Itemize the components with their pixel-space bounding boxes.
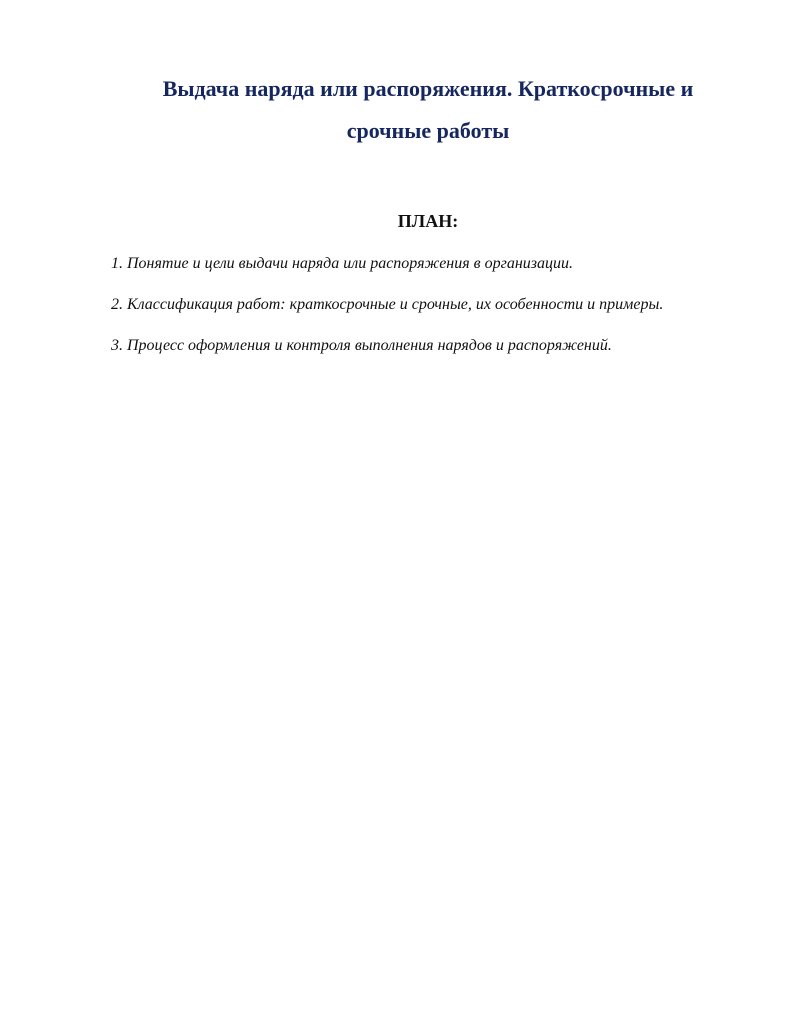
plan-item-1: 1. Понятие и цели выдачи наряда или распоряжения в организации.: [111, 255, 574, 272]
plan-heading: ПЛАН:: [397, 211, 459, 231]
plan-item-2: 2. Классификация работ: краткосрочные и срочные, их особенности и примеры.: [111, 296, 664, 313]
plan-item-3: 3. Процесс оформления и контроля выполнения нарядов и распоряжений.: [111, 337, 612, 354]
plan-list: [111, 252, 771, 375]
document-title-line-2: срочные работы: [346, 118, 510, 143]
document-title-line-1: Выдача наряда или распоряжения. Краткосрочные и: [162, 76, 694, 101]
document-title: [100, 68, 756, 152]
